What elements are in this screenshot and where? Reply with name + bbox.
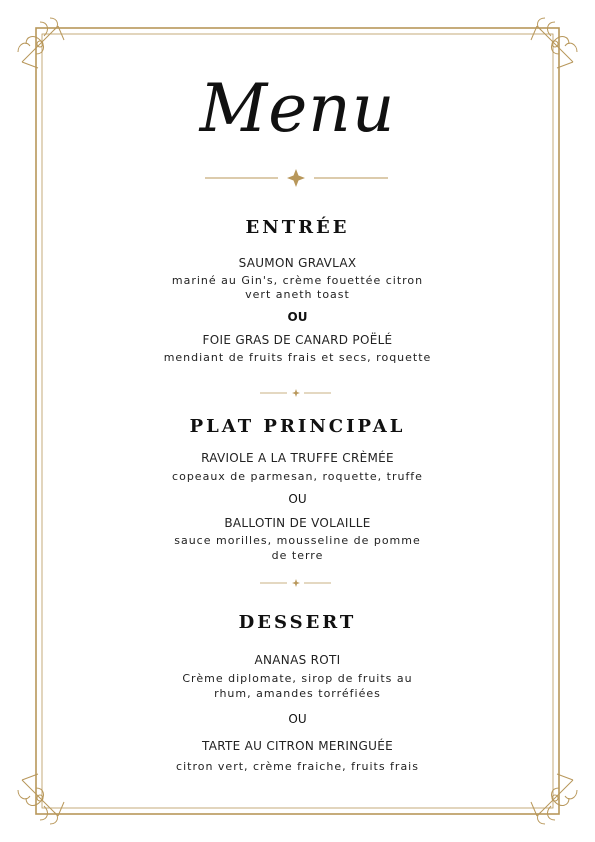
item-name: TARTE AU CITRON MERINGUÉE [202,739,393,753]
item-desc: vert aneth toast [245,288,350,301]
item-desc: copeaux de parmesan, roquette, truffe [172,470,423,483]
menu-title: Menu [199,70,396,147]
or-separator: OU [288,712,307,726]
item-desc: de terre [271,549,324,562]
item-desc: mendiant de fruits frais et secs, roquette [163,351,432,364]
item-name: BALLOTIN DE VOLAILLE [224,516,371,530]
item-desc: sauce morilles, mousseline de pomme [174,534,421,547]
section-title-plat-principal: PLAT PRINCIPAL [189,416,406,437]
section-title-entree: ENTRÉE [245,217,350,238]
or-separator: OU [287,310,308,324]
item-name: ANANAS ROTI [254,653,341,667]
or-separator: OU [288,492,307,506]
item-name: RAVIOLE A LA TRUFFE CRÈMÉE [201,451,394,465]
section-title-dessert: DESSERT [238,612,357,633]
item-name: SAUMON GRAVLAX [238,256,357,270]
item-desc: rhum, amandes torréfiées [214,687,381,700]
item-name: FOIE GRAS DE CANARD POËLÉ [202,333,393,347]
item-desc: mariné au Gin's, crème fouettée citron [171,274,424,287]
item-desc: Crème diplomate, sirop de fruits au [182,672,413,685]
item-desc: citron vert, crème fraiche, fruits frais [176,760,419,773]
